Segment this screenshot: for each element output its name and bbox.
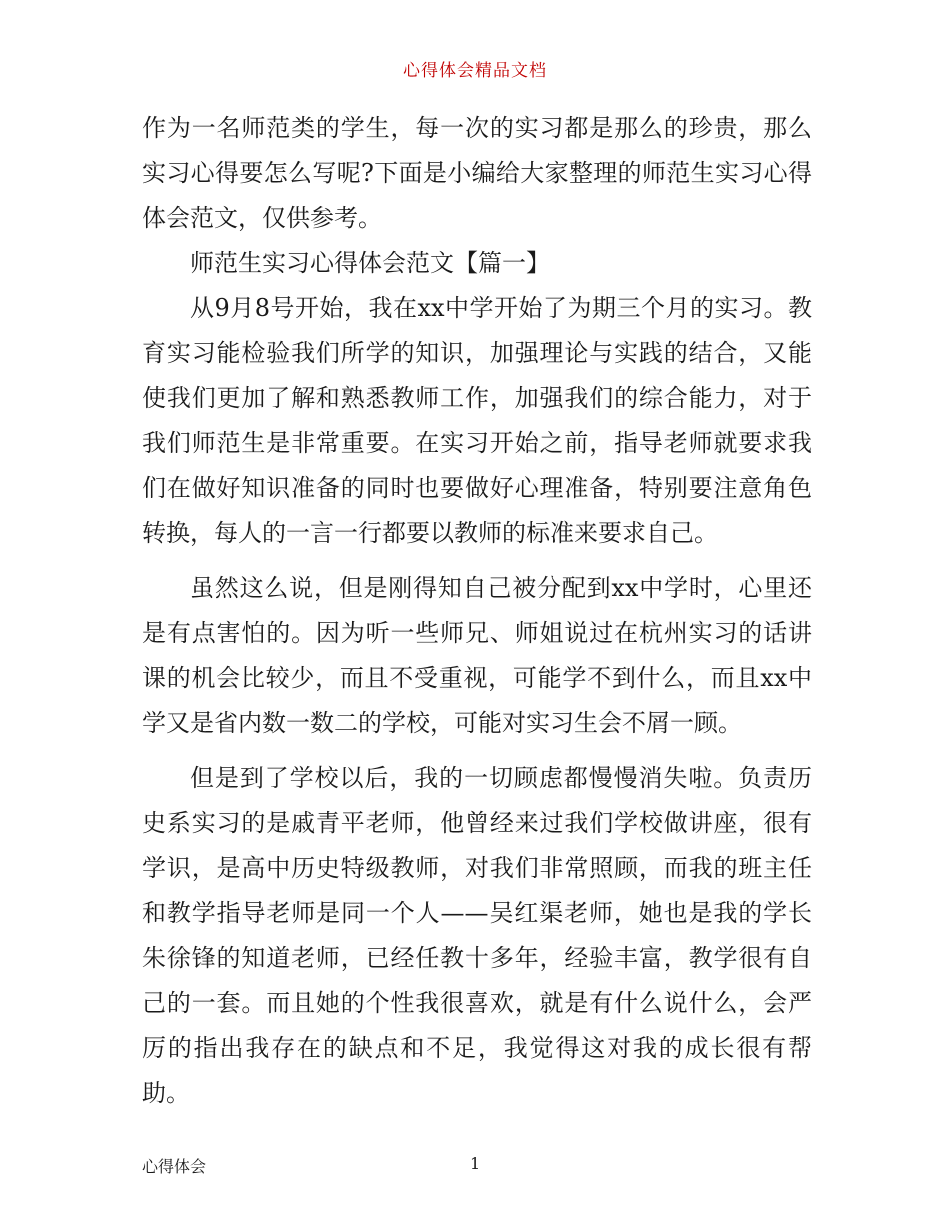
page-header-title: 心得体会精品文档 xyxy=(403,61,547,81)
body-paragraph-1: 从9月8号开始，我在xx中学开始了为期三个月的实习。教育实习能检验我们所学的知识，加强理论与实践的结合，又能使我们更加了解和熟悉教师工作，加强我们的综合能力，对于我们师范生是非常重要。在实习开始之前，指导老师就要求我们在做好知识准备的同时也要做好心理准备，特别要注意角色转换，每人的一言一行都要以教师的标准来要求自己。 xyxy=(142,294,812,547)
page-number: 1 xyxy=(470,1154,481,1173)
document-body xyxy=(142,106,812,1116)
footer-label: 心得体会 xyxy=(142,1157,207,1176)
body-paragraph-3: 但是到了学校以后，我的一切顾虑都慢慢消失啦。负责历史系实习的是戚青平老师，他曾经来过我们学校做讲座，很有学识，是高中历史特级教师，对我们非常照顾，而我的班主任和教学指导老师是同一个人——吴红渠老师，她也是我的学长朱徐锋的知道老师，已经任教十多年，经验丰富，教学很有自己的一套。而且她的个性我很喜欢，就是有什么说什么，会严厉的指出我存在的缺点和不足，我觉得这对我的成长很有帮助。 xyxy=(142,764,812,1107)
section-heading: 师范生实习心得体会范文【篇一】 xyxy=(190,249,550,277)
intro-paragraph: 作为一名师范类的学生，每一次的实习都是那么的珍贵，那么实习心得要怎么写呢?下面是小编给大家整理的师范生实习心得体会范文，仅供参考。 xyxy=(142,114,812,232)
body-paragraph-2: 虽然这么说，但是刚得知自己被分配到xx中学时，心里还是有点害怕的。因为听一些师兄、师姐说过在杭州实习的话讲课的机会比较少，而且不受重视，可能学不到什么，而且xx中学又是省内数一数二的学校，可能对实习生会不屑一顾。 xyxy=(142,574,812,737)
